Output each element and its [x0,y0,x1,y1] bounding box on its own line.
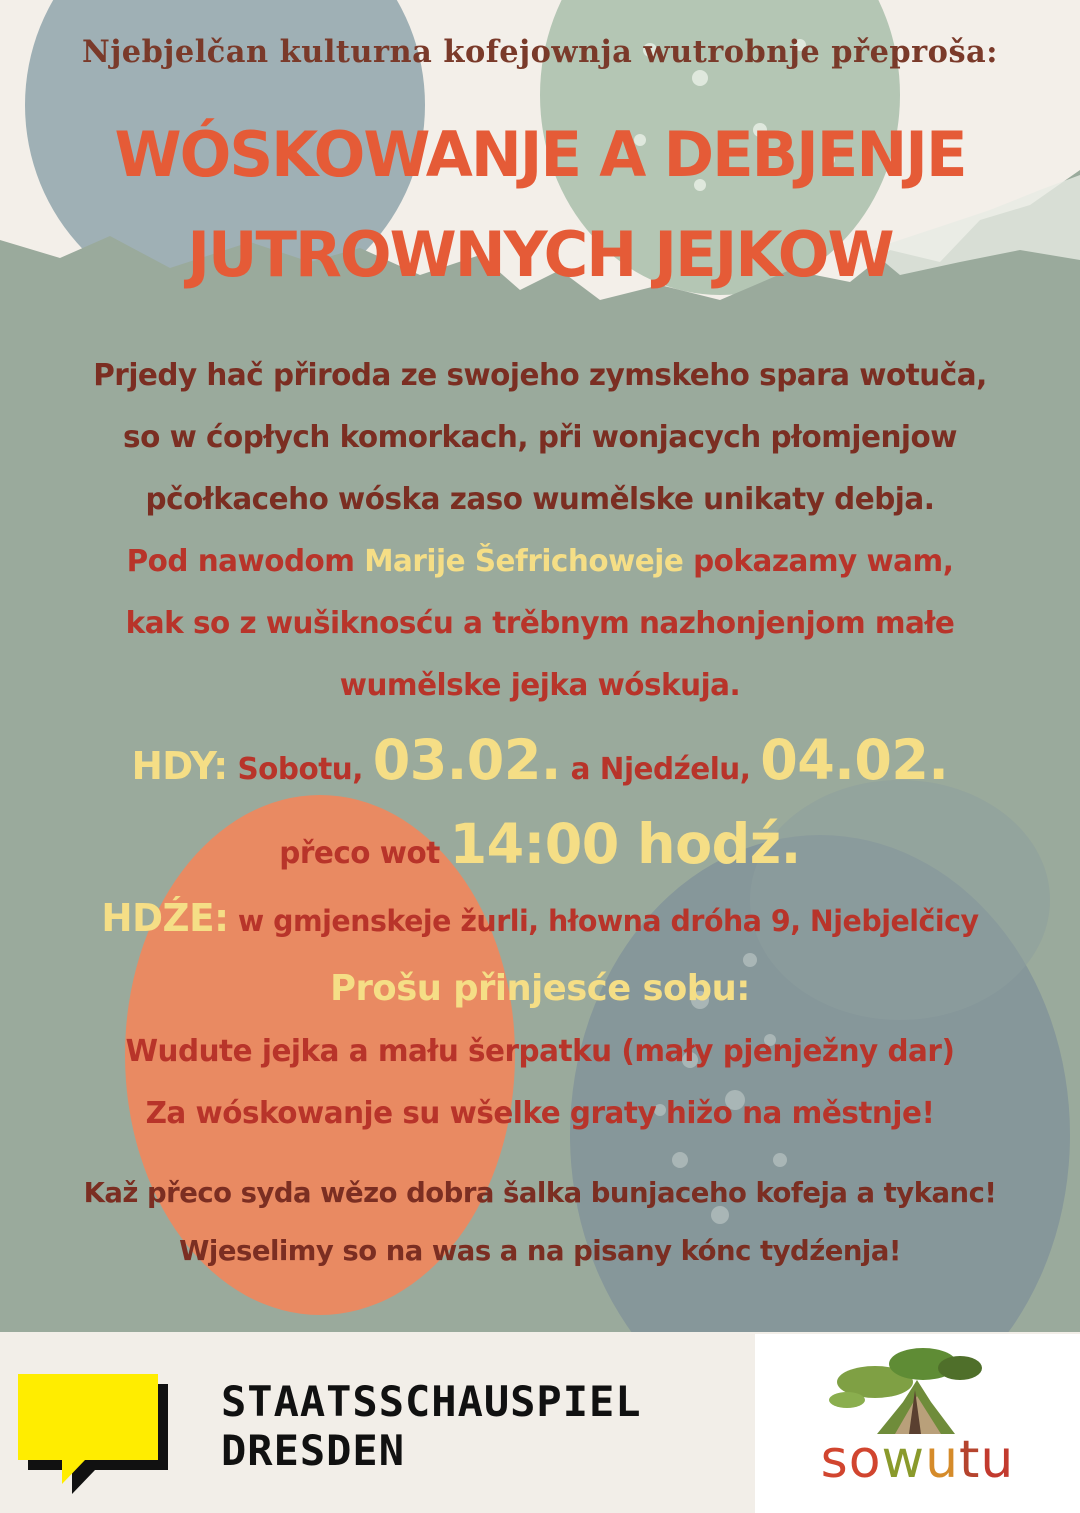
sowutu-letter-s: s [820,1430,849,1490]
sowutu-letter-w: w [881,1430,926,1490]
closing-line-2: Wjeselimy so na was a na pisany kónc tydźenja! [179,1234,901,1267]
speech-bubble-icon [0,1332,200,1513]
when-and: a Njedźelu, [560,752,761,787]
sowutu-wordmark [755,1430,1080,1490]
event-title-line-2: JUTROWNYCH JEJKOW [187,218,893,291]
sowutu-letter-u2: u [980,1430,1015,1490]
intro-line-1: Prjedy hač přiroda ze swojeho zymskeho spara wotuča, [93,358,987,393]
guide-line-2: kak so z wušiknosću a trěbnym nazhonjenjom małe [125,606,955,641]
when-label: HDY: [131,744,228,788]
when-line [10,728,1069,792]
time-line [10,812,1069,876]
closing-line-1: Kaž přeco syda wězo dobra šalka bunjaceho kofeja a tykanc! [83,1176,997,1209]
guide-line-3: wumělske jejka wóskuja. [339,668,741,703]
dresden-text: DRESDEN [221,1426,406,1475]
bring-heading: Prošu přinjesće sobu: [330,968,750,1009]
sowutu-logo [755,1334,1080,1513]
where-label: HDŹE: [101,896,229,940]
sowutu-letter-o: o [848,1430,882,1490]
time-prefix: přeco wot [279,836,450,871]
bring-line-1: Wudute jejka a mału šerpatku (mały pjenježny dar) [125,1034,955,1069]
sowutu-letter-t: t [959,1430,981,1490]
sowutu-letter-u1: u [925,1430,960,1490]
staatsschauspiel-logo [0,1332,755,1513]
staatsschauspiel-text: STAATSSCHAUSPIEL [221,1377,642,1426]
guide-line-1 [10,544,1069,579]
bring-line-2: Za wóskowanje su wšelke graty hižo na městnje! [145,1096,935,1131]
when-date2: 04.02. [760,728,949,792]
tree-icon [755,1334,1080,1444]
where-place: w gmjenskeje žurli, hłowna dróha 9, Njebjelčicy [228,904,979,938]
invitation-line: Njebjelčan kulturna kofejownja wutrobnje přeproša: [82,34,998,70]
guide-prefix: Pod nawodom [126,544,365,579]
guide-suffix: pokazamy wam, [683,544,954,579]
instructor-name: Marije Šefrichoweje [364,544,684,579]
when-day1: Sobotu, [227,752,373,787]
event-title-line-1: WÓSKOWANJE A DEBJENJE [114,118,966,191]
event-time: 14:00 hodź. [449,812,801,876]
intro-line-3: pčołkaceho wóska zaso wumělske unikaty debja. [145,482,935,517]
where-line [10,896,1069,940]
intro-line-2: so w ćopłych komorkach, při wonjacych płomjenjow [123,420,957,455]
when-date1: 03.02. [372,728,561,792]
